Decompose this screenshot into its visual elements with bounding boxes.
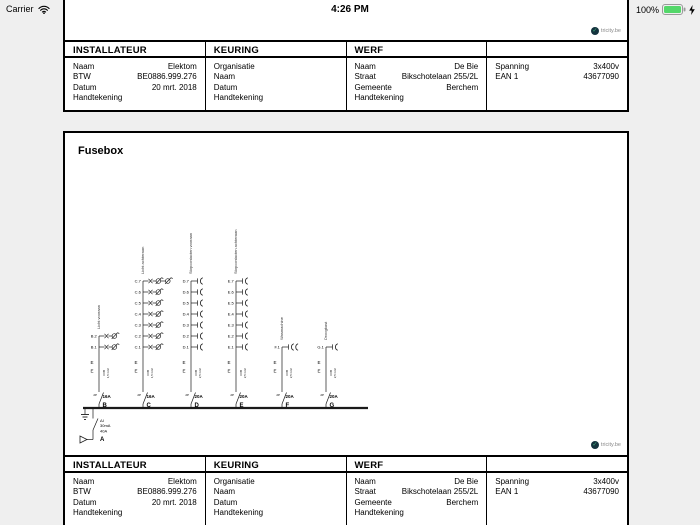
table-column (346, 457, 487, 525)
svg-text:16A: 16A (102, 394, 111, 399)
row-label: Handtekening (73, 93, 123, 103)
svg-text:C.1: C.1 (134, 344, 141, 350)
row-label: Spanning (495, 477, 530, 486)
svg-text:20A: 20A (239, 394, 248, 399)
svg-text:E: E (182, 360, 186, 365)
row-value: Berchem (446, 497, 479, 507)
svg-text:E: E (273, 368, 277, 374)
row-label: EAN 1 (495, 72, 519, 82)
table-row (73, 93, 197, 103)
row-label: Handtekening (354, 508, 404, 518)
svg-text:G.1: G.1 (317, 344, 324, 350)
svg-text:D.1: D.1 (182, 344, 189, 350)
row-value: 20 mrt. 2018 (151, 497, 197, 507)
row-label: BTW (73, 72, 91, 82)
table-row (73, 498, 197, 508)
row-label: Datum (73, 497, 97, 507)
svg-text:E: E (273, 360, 277, 365)
table-row (495, 487, 619, 497)
svg-text:Droogkast: Droogkast (323, 321, 329, 340)
table-column-header: WERF (347, 457, 487, 473)
svg-text:XVB: XVB (329, 369, 333, 377)
svg-text:C.6: C.6 (134, 289, 141, 295)
svg-text:C.2: C.2 (134, 333, 141, 339)
svg-text:Stopcontacten achteraan: Stopcontacten achteraan (233, 229, 239, 274)
svg-text:F: F (285, 403, 290, 409)
brand-badge (591, 27, 621, 35)
brand-badge (591, 441, 621, 449)
svg-text:D.4: D.4 (182, 311, 189, 317)
row-value: Bikschotelaan 255/2L (401, 487, 479, 497)
svg-text:D: D (194, 403, 199, 409)
battery-percent: 100% (635, 4, 659, 15)
table-row (355, 62, 479, 72)
circuit-group-E (228, 230, 249, 409)
table-row (495, 62, 619, 72)
svg-text:E: E (90, 360, 94, 365)
row-label: Datum (213, 82, 238, 92)
table-column-header (487, 457, 627, 473)
svg-text:E.7: E.7 (227, 278, 234, 284)
circuit-group-B (91, 305, 120, 409)
svg-text:Wasmachine: Wasmachine (279, 317, 285, 340)
svg-text:40A: 40A (100, 428, 108, 434)
svg-text:Licht vooraan: Licht vooraan (96, 304, 102, 329)
circuit-group-G (317, 321, 338, 409)
row-label: Gemeente (354, 497, 392, 507)
table-row (214, 93, 338, 103)
svg-text:2P: 2P (276, 393, 280, 397)
row-label: Organisatie (213, 477, 255, 486)
row-label: Straat (354, 72, 376, 82)
table-column (486, 457, 627, 525)
row-label: Handtekening (73, 508, 123, 518)
table-column (65, 42, 205, 110)
table-row (355, 487, 479, 497)
row-label: Naam (354, 477, 376, 486)
svg-text:2,5 mm²: 2,5 mm² (333, 367, 337, 379)
row-value: 43677090 (583, 72, 619, 82)
table-row (214, 487, 338, 497)
svg-text:XVB: XVB (146, 369, 150, 377)
svg-text:XVB: XVB (285, 369, 289, 377)
charging-bolt-icon (689, 5, 695, 15)
svg-text:E: E (239, 403, 244, 409)
svg-text:1,5 mm²: 1,5 mm² (150, 367, 154, 379)
svg-text:E: E (134, 368, 138, 374)
table-column-body (206, 473, 346, 525)
row-label: Naam (354, 62, 376, 71)
svg-text:B.2: B.2 (90, 333, 97, 339)
table-row (73, 83, 197, 93)
table-column-body (347, 58, 487, 110)
row-label: Gemeente (354, 82, 392, 92)
row-label: EAN 1 (495, 487, 519, 497)
table-column-body (347, 473, 487, 525)
supply-arrow-icon (80, 436, 87, 443)
row-value: 3x400v (593, 62, 619, 71)
svg-text:E: E (227, 360, 231, 365)
row-label: Handtekening (354, 93, 404, 103)
document-page-2 (63, 131, 629, 525)
clock: 4:26 PM (331, 4, 369, 15)
table-row (214, 62, 338, 72)
row-label: Naam (213, 487, 236, 497)
table-row (73, 508, 197, 518)
table-column-body (65, 58, 205, 110)
row-value: De Bie (454, 477, 479, 486)
svg-text:Licht achteraan: Licht achteraan (140, 246, 146, 274)
svg-text:D.3: D.3 (182, 322, 189, 328)
svg-text:E.1: E.1 (227, 344, 234, 350)
svg-text:C.4: C.4 (134, 311, 141, 317)
row-label: Datum (73, 82, 97, 92)
svg-text:C.7: C.7 (134, 278, 141, 284)
table-column-header: KEURING (206, 42, 346, 58)
table-column (205, 42, 346, 110)
row-value: 3x400v (593, 477, 619, 486)
row-label: Handtekening (213, 93, 264, 103)
table-column-header: WERF (347, 42, 487, 58)
row-value: Berchem (446, 82, 479, 92)
svg-text:G: G (329, 403, 335, 409)
table-column-header: INSTALLATEUR (65, 42, 205, 58)
table-row (495, 477, 619, 487)
svg-text:E: E (134, 360, 138, 365)
brand-text: tricity.be (600, 28, 621, 34)
svg-text:XVB: XVB (102, 369, 106, 377)
row-label: Handtekening (213, 508, 264, 518)
svg-text:E: E (227, 368, 231, 374)
table-row (355, 477, 479, 487)
circuit-group-D (183, 233, 204, 409)
circuit-group-F (274, 316, 299, 409)
table-column-header: KEURING (206, 457, 346, 473)
svg-text:20A: 20A (285, 394, 294, 399)
table-row (73, 487, 197, 497)
svg-text:1,5 mm²: 1,5 mm² (106, 367, 110, 379)
svg-text:D.6: D.6 (182, 289, 189, 295)
svg-text:C.3: C.3 (134, 322, 141, 328)
svg-text:E: E (90, 368, 94, 374)
row-value: Elektom (167, 477, 197, 486)
table-row (214, 498, 338, 508)
svg-text:F.1: F.1 (274, 344, 280, 350)
table-row (73, 62, 197, 72)
svg-text:2P: 2P (320, 393, 324, 397)
svg-text:E.3: E.3 (227, 322, 234, 328)
svg-text:20A: 20A (194, 394, 203, 399)
table-column (486, 42, 627, 110)
svg-text:2P: 2P (230, 393, 234, 397)
carrier-label: Carrier (6, 4, 34, 14)
table-row (495, 72, 619, 82)
table-row (355, 72, 479, 82)
row-label: Organisatie (213, 62, 255, 71)
svg-text:XVB: XVB (194, 369, 198, 377)
svg-text:30mA: 30mA (100, 423, 111, 429)
table-row (214, 508, 338, 518)
table-column-body (487, 473, 627, 525)
table-row (355, 498, 479, 508)
svg-text:ΔI: ΔI (100, 418, 104, 423)
table-column-header: INSTALLATEUR (65, 457, 205, 473)
table-column-header (487, 42, 627, 58)
svg-text:D.2: D.2 (182, 333, 189, 339)
svg-text:E: E (317, 368, 321, 374)
svg-text:2,5 mm²: 2,5 mm² (243, 367, 247, 379)
row-label: Spanning (495, 62, 530, 71)
row-label: Naam (73, 477, 95, 486)
row-value: 43677090 (583, 487, 619, 497)
brand-text: tricity.be (600, 442, 621, 448)
table-column (65, 457, 205, 525)
row-label: Naam (73, 62, 95, 71)
row-value: BE0886.999.276 (137, 72, 197, 82)
svg-text:E: E (317, 360, 321, 365)
table-row (355, 508, 479, 518)
info-table (65, 40, 627, 112)
svg-text:XVB: XVB (239, 369, 243, 377)
status-bar (0, 0, 700, 20)
row-label: Datum (213, 497, 238, 507)
row-value: Bikschotelaan 255/2L (401, 72, 479, 82)
table-row (73, 72, 197, 82)
table-column-body (487, 58, 627, 110)
row-value: 20 mrt. 2018 (151, 82, 197, 92)
svg-text:D.5: D.5 (182, 300, 189, 306)
info-table (65, 455, 627, 525)
circuit-group-C (135, 247, 173, 409)
svg-text:2P: 2P (137, 393, 141, 397)
table-row (214, 72, 338, 82)
fusebox-schematic (65, 133, 627, 455)
svg-text:C: C (146, 403, 151, 409)
svg-text:2,5 mm²: 2,5 mm² (289, 367, 293, 379)
svg-text:2,5 mm²: 2,5 mm² (198, 367, 202, 379)
row-label: BTW (73, 487, 91, 497)
svg-text:16A: 16A (146, 394, 155, 399)
svg-text:C.5: C.5 (134, 300, 141, 306)
svg-text:D.7: D.7 (182, 278, 189, 284)
svg-text:2P: 2P (93, 393, 97, 397)
battery-full-charging-icon (662, 4, 686, 15)
table-column (205, 457, 346, 525)
row-label: Naam (213, 72, 236, 82)
table-column (346, 42, 487, 110)
table-row (73, 477, 197, 487)
svg-text:2P: 2P (185, 393, 189, 397)
brand-circle-icon: ✓ (592, 442, 598, 448)
row-value: Elektom (167, 62, 197, 71)
svg-text:B: B (102, 403, 107, 409)
main-breaker-A (80, 408, 111, 443)
table-row (355, 93, 479, 103)
svg-text:E.4: E.4 (227, 311, 234, 317)
row-value: BE0886.999.276 (137, 487, 197, 497)
table-row (214, 83, 338, 93)
table-row (214, 477, 338, 487)
table-column-body (206, 58, 346, 110)
svg-text:E.6: E.6 (227, 289, 234, 295)
svg-text:E: E (182, 368, 186, 374)
table-row (355, 83, 479, 93)
svg-text:E.5: E.5 (227, 300, 234, 306)
table-column-body (65, 473, 205, 525)
svg-text:E.2: E.2 (227, 333, 234, 339)
svg-text:A: A (100, 437, 105, 443)
page-title: Fusebox (78, 145, 124, 157)
svg-text:Stopcontacten vooraan: Stopcontacten vooraan (188, 232, 194, 274)
row-value: De Bie (454, 62, 479, 71)
svg-text:20A: 20A (329, 394, 338, 399)
svg-text:B.1: B.1 (90, 344, 97, 350)
brand-circle-icon: ✓ (592, 28, 598, 34)
row-label: Straat (354, 487, 376, 497)
